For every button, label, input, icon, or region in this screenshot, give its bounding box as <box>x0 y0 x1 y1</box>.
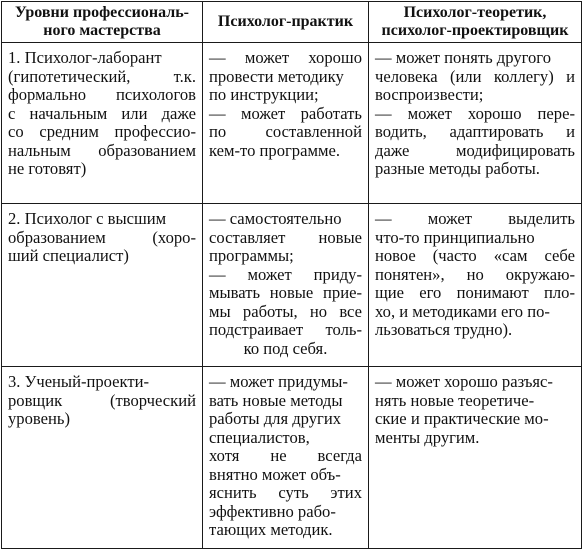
cell-text-line: 1. Психолог-лаборант <box>8 48 162 67</box>
cell-text-line: ровщик (творческий <box>8 390 196 410</box>
cell-text-line: мывать новые прие- <box>209 283 362 302</box>
cell-text-line: (гипотетический, т.к. <box>8 66 196 86</box>
cell-text-line: льзоваться трудно). <box>375 320 513 339</box>
cell-text-line: нять новые теоретиче- <box>375 390 535 410</box>
cell-text-line: тающих методик. <box>209 520 333 539</box>
header-text-line: Психолог-практик <box>217 13 354 30</box>
cell-text-line: подстраивает толь- <box>209 320 362 339</box>
cell-text-line: новое (часто «сам себе <box>375 246 575 265</box>
cell-text-line: — может хорошо разъяс- <box>375 372 553 391</box>
cell-text-line: яснить суть этих <box>209 483 362 502</box>
cell-text-line: программы; <box>209 246 294 265</box>
cell-text-line: образованием (хоро- <box>8 227 196 247</box>
cell-text-line: мы работы, но все <box>209 301 362 321</box>
cell-text-line: ко под себя. <box>243 338 328 358</box>
cell-text-line: — может хорошо <box>209 48 362 67</box>
cell-level <box>2 204 203 367</box>
cell-text-line: ший специалист) <box>8 246 129 265</box>
cell-practitioner <box>203 204 369 367</box>
cell-text-line: вать новые методы <box>209 390 343 410</box>
cell-text-line: формально психологов <box>8 85 196 104</box>
cell-text-line: работы для других <box>209 409 342 428</box>
cell-theorist <box>369 367 582 549</box>
cell-text-line: — может придумы- <box>209 372 348 391</box>
cell-theorist <box>369 43 582 204</box>
header-text-line: психолог-проектировщик <box>381 22 569 39</box>
cell-text-line: что-то принципиально <box>375 227 535 247</box>
cell-text-line: разные методы работы. <box>375 159 540 178</box>
cell-text-line: — может приду- <box>209 264 362 284</box>
cell-text-line: — может работать <box>209 103 362 123</box>
cell-text-line: человека (или коллегу) и <box>375 66 575 86</box>
header-text-line: Уровни профессиональ- <box>14 4 190 21</box>
cell-text-line: с начальным или даже <box>8 103 196 123</box>
cell-text-line: нальным образованием <box>8 140 196 160</box>
table-row <box>2 367 582 549</box>
header-row <box>2 2 582 43</box>
cell-text-line: эффективно рабо- <box>209 501 336 521</box>
cell-text-line: — может хорошо пере- <box>375 103 575 123</box>
table-row <box>2 43 582 204</box>
cell-practitioner <box>203 43 369 204</box>
cell-text-line: кем-то программе. <box>209 140 340 160</box>
cell-practitioner <box>203 367 369 549</box>
cell-text-line: водить, адаптировать и <box>375 122 575 141</box>
cell-text-line: — самостоятельно <box>209 209 342 228</box>
header-theorist <box>369 2 582 43</box>
cell-text-line: 2. Психолог с высшим <box>8 209 167 228</box>
table-row <box>2 204 582 367</box>
cell-text-line: по инструкции; <box>209 85 319 104</box>
cell-text-line: составляет новые <box>209 227 362 247</box>
cell-text-line: менты другим. <box>375 427 480 447</box>
cell-text-line: — может понять другого <box>375 48 551 67</box>
header-text-line: ного мастерства <box>43 22 161 39</box>
cell-text-line: — может выделить <box>375 209 575 228</box>
cell-text-line: воспроизвести; <box>375 85 484 104</box>
cell-text-line: не готовят) <box>8 159 87 178</box>
cell-text-line: уровень) <box>8 409 70 428</box>
cell-text-line: внятно может объ- <box>209 464 341 484</box>
header-levels <box>2 2 203 43</box>
cell-theorist <box>369 204 582 367</box>
cell-level <box>2 43 203 204</box>
cell-text-line: 3. Ученый-проекти- <box>8 372 150 391</box>
cell-text-line: хо, и методиками его по- <box>375 301 550 321</box>
header-practitioner <box>203 2 369 43</box>
cell-level <box>2 367 203 549</box>
mastery-levels-table <box>1 1 582 549</box>
cell-text-line: со средним профессио- <box>8 122 196 141</box>
cell-text-line: ские и практические мо- <box>375 409 549 428</box>
cell-text-line: провести методику <box>209 66 344 86</box>
header-text-line: Психолог-теоретик, <box>403 4 547 21</box>
cell-text-line: понятен», но окружаю- <box>375 264 575 284</box>
cell-text-line: щие его понимают пло- <box>375 283 575 302</box>
cell-text-line: специалистов, <box>209 427 310 447</box>
cell-text-line: хотя не всегда <box>209 446 362 465</box>
cell-text-line: по составленной <box>209 122 362 141</box>
cell-text-line: даже модифицировать <box>375 140 575 160</box>
